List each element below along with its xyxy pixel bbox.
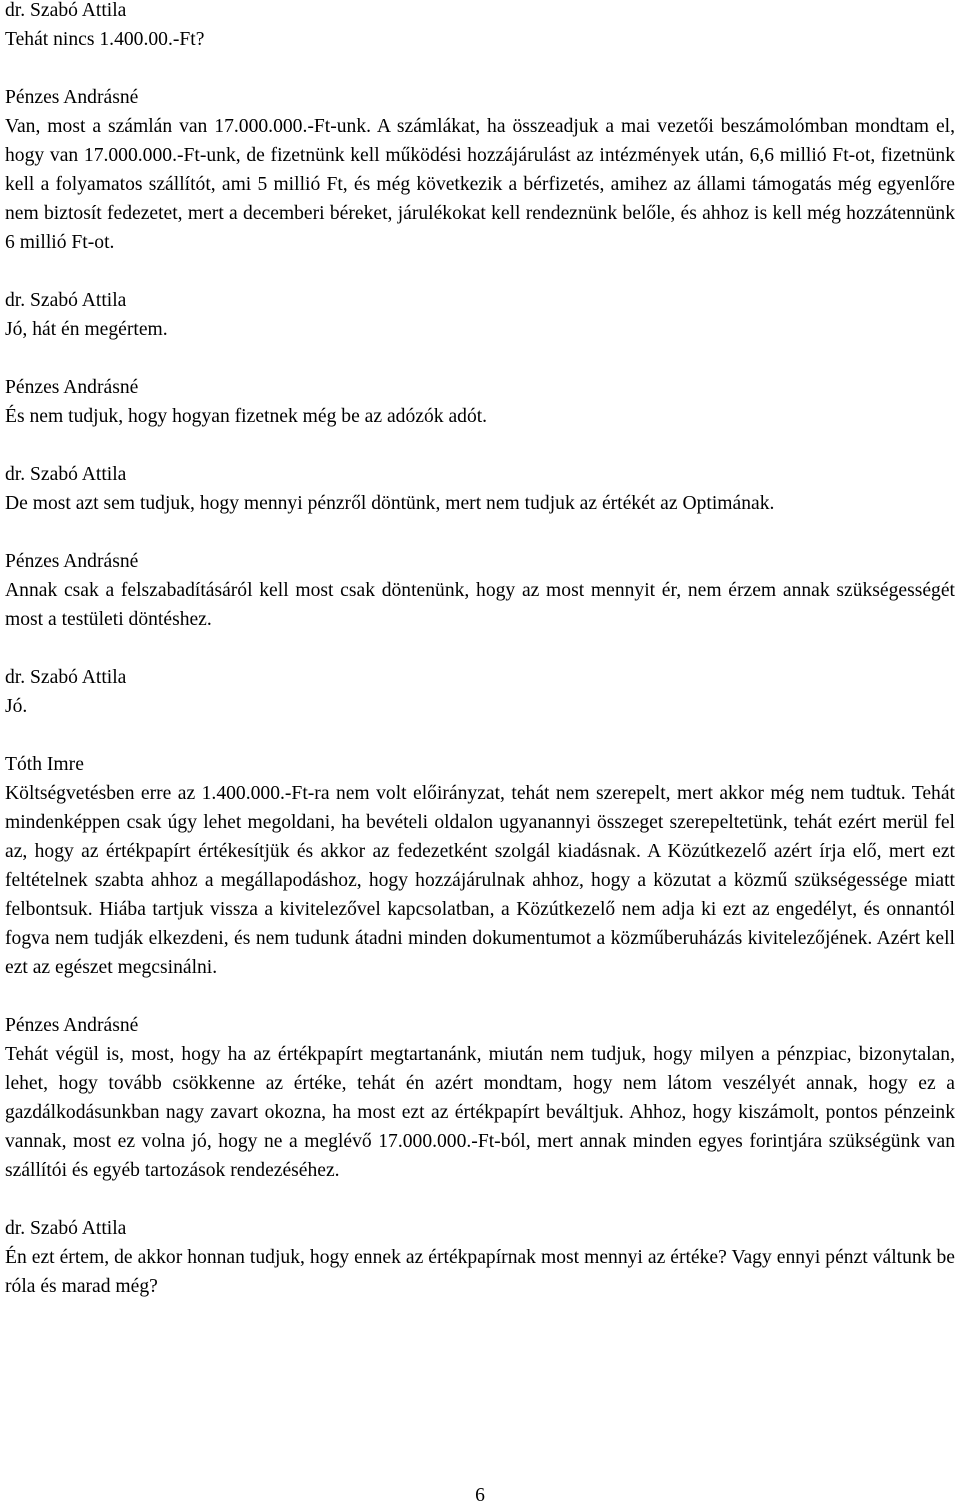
dialogue-entry [5,460,955,518]
dialogue-entry [5,373,955,431]
dialogue-entry [5,1011,955,1185]
speaker-name: dr. Szabó Attila [5,464,127,485]
speaker-name: Tóth Imre [5,754,84,775]
speaker-name: dr. Szabó Attila [5,0,127,21]
speaker-name: Pénzes Andrásné [5,1015,139,1036]
speech-text: Én ezt értem, de akkor honnan tudjuk, hogy ennek az értékpapírnak most mennyi az értéke? Vagy ennyi pénzt váltunk be róla és marad még? [5,1247,955,1297]
speech-text: Jó. [5,696,28,717]
dialogue-entry [5,0,955,54]
dialogue-entry [5,663,955,721]
speech-text: De most azt sem tudjuk, hogy mennyi pénzről döntünk, mert nem tudjuk az értékét az Optimának. [5,493,775,514]
speech-text: És nem tudjuk, hogy hogyan fizetnek még be az adózók adót. [5,406,488,427]
speaker-name: Pénzes Andrásné [5,551,139,572]
speech-text: Költségvetésben erre az 1.400.000.-Ft-ra nem volt előirányzat, tehát nem szerepelt, mert akkor még nem tudtuk. Tehát mindenképpen csak úgy lehet megoldani, ha bevételi oldalon ugyanannyi összeget szerepeltetünk, tehát ezért merül fel az, hogy az értékpapírt értékesítjük és akkor az fedezetként szolgál kiadásnak. A Közútkezelő azért írja elő, mert ezt feltételnek szabta ahhoz a megállapodáshoz, hogy hozzájárulnak ahhoz, hogy a közutat a közmű szükségessége miatt felbontsuk. Hiába tartjuk vissza a kivitelezővel kapcsolatban, a Közútkezelő nem adja ki ezt az engedélyt, és onnantól fogva nem tudják elkezdeni, és nem tudunk átadni minden dokumentumot a közműberuházás kivitelezőjének. Azért kell ezt az egészet megcsinálni. [5,783,955,978]
dialogue-entry [5,547,955,634]
speech-text: Annak csak a felszabadításáról kell most csak döntenünk, hogy az most mennyit ér, nem érzem annak szükségességét most a testületi döntéshez. [5,580,955,630]
speech-text: Tehát nincs 1.400.00.-Ft? [5,29,205,50]
dialogue-entry [5,286,955,344]
speaker-name: dr. Szabó Attila [5,290,127,311]
page-number: 6 [475,1485,485,1506]
dialogue-entry [5,83,955,257]
speech-text: Van, most a számlán van 17.000.000.-Ft-unk. A számlákat, ha összeadjuk a mai vezetői beszámolómban mondtam el, hogy van 17.000.000.-Ft-unk, de fizetnünk kell működési hozzájárulást az intézmények után, 6,6 millió Ft-ot, fizetnünk kell a folyamatos szállítót, ami 5 millió Ft, és még következik a bérfizetés, amihez az állami támogatás még egyenlőre nem biztosít fedezetet, mert a decemberi béreket, járulékokat kell rendeznünk belőle, és ahhoz is kell még hozzátennünk 6 millió Ft-ot. [5,116,955,253]
speech-text: Tehát végül is, most, hogy ha az értékpapírt megtartanánk, miután nem tudjuk, hogy milyen a pénzpiac, bizonytalan, lehet, hogy tovább csökkenne az értéke, tehát én azért mondtam, hogy nem látom veszélyét annak, hogy ez a gazdálkodásunkban nagy zavart okozna, ha most ezt az értékpapírt beváltjuk. Ahhoz, hogy kiszámolt, pontos pénzeink vannak, most ez volna jó, hogy ne a meglévő 17.000.000.-Ft-ból, mert annak minden egyes forintjára szükségünk van szállítói és egyéb tartozások rendezéséhez. [5,1044,955,1181]
speaker-name: Pénzes Andrásné [5,87,139,108]
document-page [5,0,955,1330]
dialogue-entry [5,1214,955,1301]
dialogue-entry [5,750,955,982]
speech-text: Jó, hát én megértem. [5,319,168,340]
speaker-name: dr. Szabó Attila [5,1218,127,1239]
speaker-name: Pénzes Andrásné [5,377,139,398]
speaker-name: dr. Szabó Attila [5,667,127,688]
